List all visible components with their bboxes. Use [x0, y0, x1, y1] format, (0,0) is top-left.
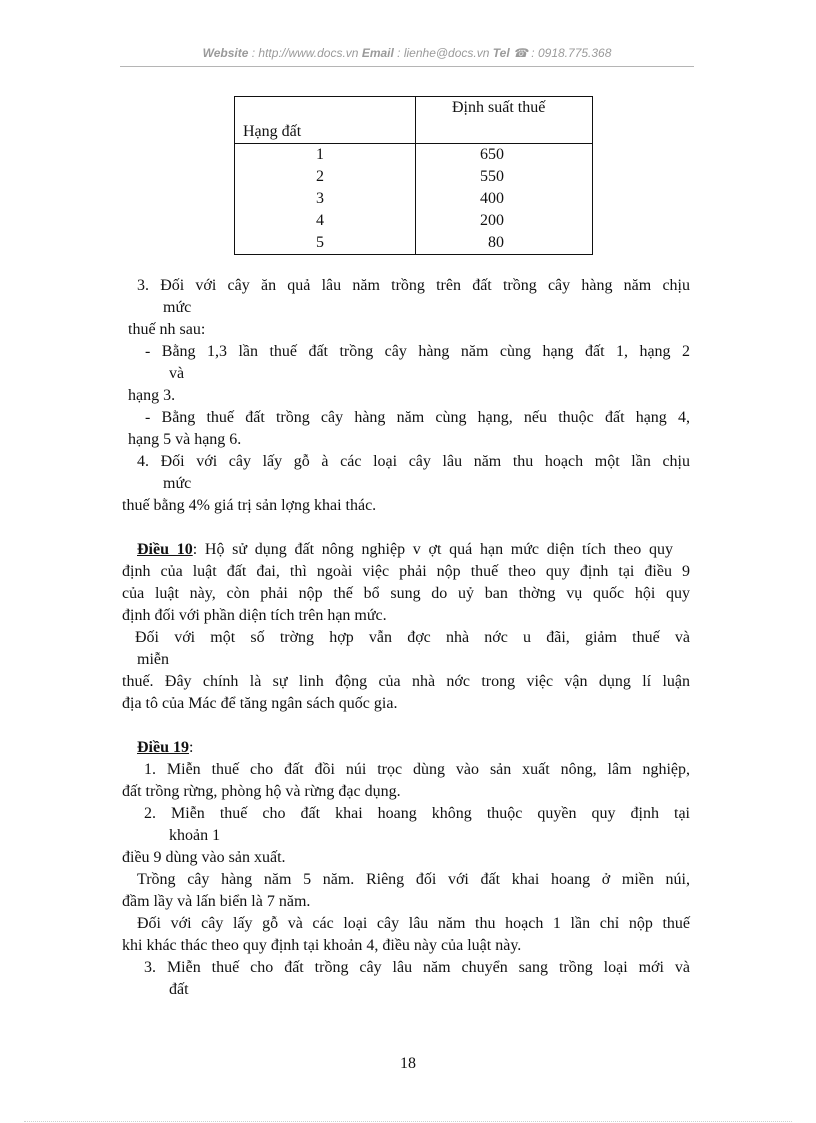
- land-rank-cell: 1: [235, 144, 416, 167]
- text-line: 4. Đối với cây lấy gỗ à các loại cây lâu năm thu hoạch một lần chịu: [137, 453, 690, 470]
- text-line: và: [169, 365, 185, 382]
- text-line: Đối với cây lấy gỗ và các loại cây lâu năm thu hoạch 1 lần chỉ nộp thuế: [137, 915, 690, 932]
- text-line: đất: [169, 981, 189, 998]
- tax-rate-cell: 650: [416, 144, 593, 167]
- table-row: [235, 210, 593, 232]
- text-line: mức: [163, 475, 192, 492]
- text-line: định của luật đất đai, thì ngoài việc phải nộp thuế theo quy định tại điều 9: [122, 563, 690, 580]
- tel-label: Tel: [492, 46, 510, 60]
- article-10-line: [137, 539, 673, 561]
- text-line: của luật này, còn phải nộp thế bổ sung do uỷ ban thờng vụ quốc hội quy: [122, 585, 690, 602]
- tax-rate-cell: 400: [416, 188, 593, 210]
- text-line: thuế. Đây chính là sự linh động của nhà nớc trong việc vận dụng lí luận: [122, 673, 690, 690]
- website-label: Website: [202, 46, 249, 60]
- email-address: lienhe@docs.vn: [403, 46, 490, 60]
- tax-rate-cell: 550: [416, 166, 593, 188]
- text-line: - Bằng thuế đất trồng cây hàng năm cùng hạng, nếu thuộc đất hạng 4,: [145, 409, 690, 426]
- article-10-title: Điều 10: [137, 541, 193, 558]
- land-rank-cell: 2: [235, 166, 416, 188]
- text-line: hạng 3.: [128, 387, 176, 404]
- page-number: 18: [400, 1055, 416, 1072]
- text-line: điều 9 dùng vào sản xuất.: [122, 849, 286, 866]
- column-header-tax-rate: Định suất thuế: [416, 97, 593, 144]
- text-line: 3. Miễn thuế cho đất trồng cây lâu năm chuyển sang trồng loại mới và: [144, 959, 690, 976]
- text-line: 1. Miễn thuế cho đất đồi núi trọc dùng vào sản xuất nông, lâm nghiệp,: [144, 761, 690, 778]
- tax-rate-table: [234, 96, 593, 255]
- column-header-land-rank: Hạng đất: [235, 97, 416, 144]
- text-line: hạng 5 và hạng 6.: [128, 431, 242, 448]
- email-label: Email: [361, 46, 394, 60]
- text-line: 2. Miễn thuế cho đất khai hoang không thuộc quyền quy định tại: [144, 805, 690, 822]
- tax-rate-cell: 200: [416, 210, 593, 232]
- article-10-intro: : Hộ sử dụng đất nông nghiệp v ợt quá hạn mức diện tích theo quy: [192, 541, 674, 558]
- text-line: định đối với phần diện tích trên hạn mức.: [122, 607, 387, 624]
- footer-divider: [24, 1121, 792, 1122]
- article-19-line: [137, 737, 193, 759]
- table-row: [235, 232, 593, 255]
- text-line: - Bằng 1,3 lần thuế đất trồng cây hàng năm cùng hạng đất 1, hạng 2: [145, 343, 690, 360]
- text-line: mức: [163, 299, 192, 316]
- text-line: Trồng cây hàng năm 5 năm. Riêng đối với đất khai hoang ở miền núi,: [137, 871, 690, 888]
- text-line: khoản 1: [169, 827, 221, 844]
- text-line: Đối với một số trờng hợp vẫn đợc nhà nớc u đãi, giảm thuế và: [135, 629, 690, 646]
- text-line: khi khác thác theo quy định tại khoản 4, điều này của luật này.: [122, 937, 522, 954]
- land-rank-cell: 5: [235, 232, 416, 255]
- table-row: [235, 188, 593, 210]
- table-row: [235, 166, 593, 188]
- article-19-colon: :: [189, 739, 194, 756]
- table-header-row: [235, 97, 593, 144]
- page-header: Website : http://www.docs.vn Email : lienhe@docs.vn Tel ☎ : 0918.775.368: [202, 46, 612, 60]
- text-line: đầm lầy và lấn biển là 7 năm.: [122, 893, 311, 910]
- land-rank-cell: 3: [235, 188, 416, 210]
- tax-rate-cell: 80: [416, 232, 593, 255]
- text-line: 3. Đối với cây ăn quả lâu năm trồng trên đất trồng cây hàng năm chịu: [137, 277, 690, 294]
- header-divider: [120, 66, 694, 67]
- text-line: địa tô của Mác để tăng ngân sách quốc gia.: [122, 695, 398, 712]
- table-row: [235, 144, 593, 167]
- land-rank-cell: 4: [235, 210, 416, 232]
- website-url: http://www.docs.vn: [258, 46, 359, 60]
- text-line: thuế nh sau:: [128, 321, 206, 338]
- text-line: đất trồng rừng, phòng hộ và rừng đạc dụng.: [122, 783, 401, 800]
- phone-icon: ☎: [513, 46, 528, 60]
- text-line: miễn: [137, 651, 169, 668]
- text-line: thuế bằng 4% giá trị sản lợng khai thác.: [122, 497, 377, 514]
- article-19-title: Điều 19: [137, 739, 189, 756]
- tel-number: 0918.775.368: [537, 46, 612, 60]
